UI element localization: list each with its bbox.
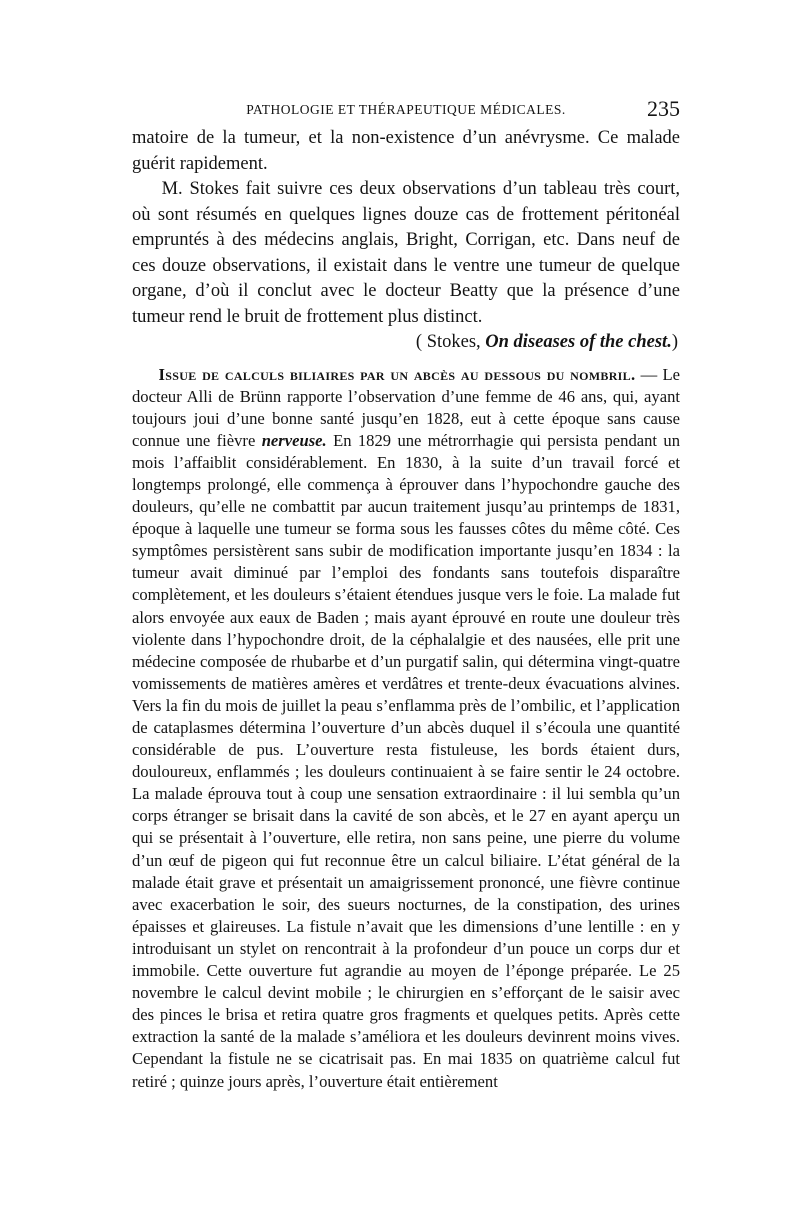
- running-head: [132, 96, 680, 126]
- italic-term: nerveuse.: [261, 430, 327, 450]
- section-stokes: [132, 126, 680, 356]
- body-text: Le docteur Alli de Brünn rapporte l’observation d’une femme de 46 ans, qui, ayant toujours joui d’une bonne santé jusqu’en 1828, eut à cette époque sans cause connue une fièvre: [132, 364, 680, 450]
- section-calculs-biliaires: [132, 364, 680, 1093]
- paragraph: matoire de la tumeur, et la non-existence d’un anévrysme. Ce malade guérit rapidement.: [132, 128, 680, 174]
- em-dash: —: [635, 364, 663, 384]
- paragraph: M. Stokes fait suivre ces deux observations d’un tableau très court, où sont résumés en quelques lignes douze cas de frottement péritonéal empruntés à des médecins anglais, Bright, Corrigan, etc. Dans neuf de ces douze observations, il existait dans le ventre une tumeur de quelque organe, d’où il conclut avec le docteur Beatty que la présence d’une tumeur rend le bruit de frottement plus distinct.: [132, 179, 680, 327]
- citation: [132, 330, 680, 356]
- running-title: PATHOLOGIE ET THÉRAPEUTIQUE MÉDICALES.: [246, 102, 566, 117]
- body-text: En 1829 une métrorrhagie qui persista pendant un mois l’affaiblit considérablement. En 1830, à la suite d’un travail forcé et longtemps prolongé, elle commença à éprouver dans l’hypochondre gauche des douleurs, qu’elle ne combattit par aucun traitement jusqu’au printemps de 1831, époque à laquelle une tumeur se forma sous les fausses côtes du même côté. Ces symptômes persistèrent sans subir de modification importante jusqu’en 1834 : la tumeur avait diminué par l’emploi des fondants sans toutefois disparaître complètement, et les douleurs s’étaient étendues jusque vers le foie. La malade fut alors envoyée aux eaux de Baden ; mais ayant éprouvé en route une douleur très violente dans l’hypochondre droit, de la céphalalgie et des nausées, elle prit une médecine composée de rhubarbe et d’un purgatif salin, qui détermina vingt-quatre vomissements de matières amères et verdâtres et trente-deux évacuations alvines. Vers la fin du mois de juillet la peau s’enflamma près de l’ombilic, et l’application de cataplasmes détermina l’ouverture d’un abcès duquel il s’écoula une quantité considérable de pus. L’ouverture resta fistuleuse, les bords étaient durs, douloureux, enflammés ; les douleurs continuaient à se faire sentir le 24 octobre. La malade éprouva tout à coup une sensation extraordinaire : il lui sembla qu’un corps étranger se brisait dans la cavité de son abcès, et le 27 en ayant aperçu un qui se présentait à l’ouverture, elle retira, non sans peine, une pierre du volume d’un œuf de pigeon qui fut reconnue être un calcul biliaire. L’état général de la malade était grave et présentait un amaigrissement prononcé, une fièvre continue avec exacerbation le soir, des sueurs nocturnes, de la constipation, des urines épaisses et glaireuses. La fistule n’avait que les dimensions d’une lentille : en y introduisant un stylet on rencontrait à la profondeur d’un pouce un corps dur et immobile. Cette ouverture fut agrandie au moyen de l’éponge préparée. Le 25 novembre le calcul devint mobile ; le chirurgien en s’efforçant de le saisir avec des pinces le brisa et retira quatre gros fragments et quelques petits. Après cette extraction la santé de la malade s’améliora et les douleurs devinrent moins vives. Cependant la fistule ne se cicatrisait pas. En mai 1835 on quatrième calcul fut retiré ; quinze jours après, l’ouverture était entièrement: [132, 430, 680, 1091]
- paragraph: [132, 364, 680, 1093]
- page-number: 235: [647, 96, 680, 121]
- citation-open: (: [415, 332, 427, 352]
- citation-close: ): [671, 332, 678, 352]
- book-page: [132, 96, 680, 1093]
- section-heading: Issue de calculs biliaires par un abcès au dessous du nombril.: [158, 364, 636, 384]
- citation-title: On diseases of the chest.: [485, 332, 672, 352]
- citation-author: Stokes,: [426, 332, 486, 352]
